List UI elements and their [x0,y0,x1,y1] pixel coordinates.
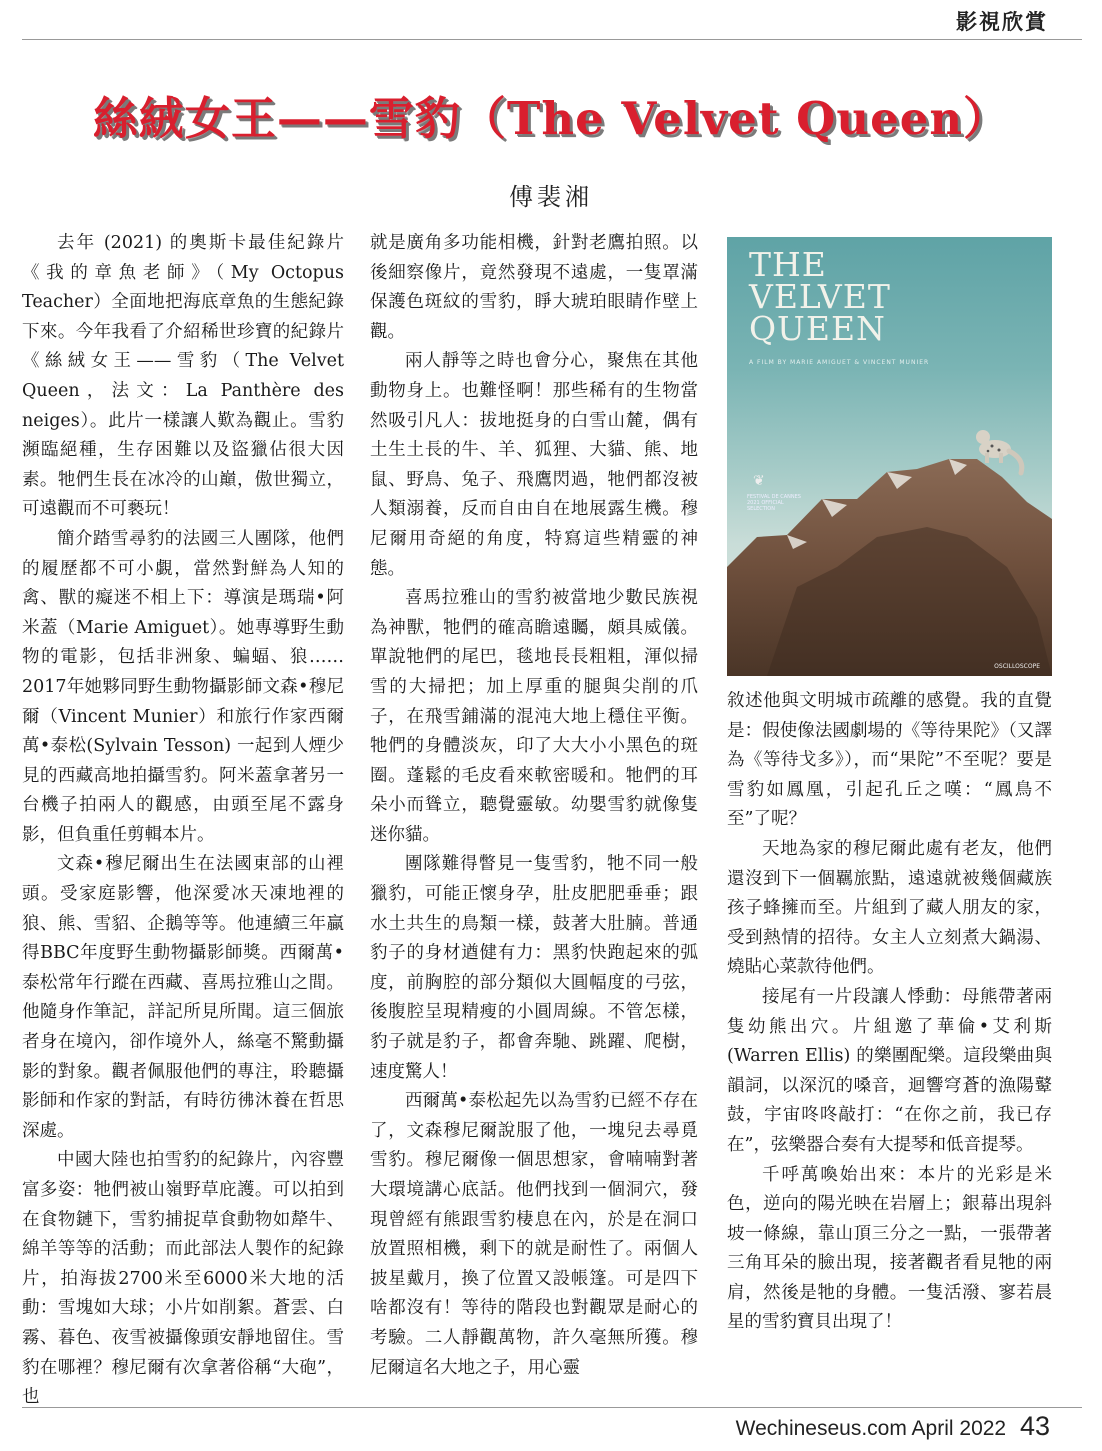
paragraph: 接尾有一片段讓人悸動：母熊帶著兩隻幼熊出穴。片組邀了華倫•艾利斯 (Warren Ellis) 的樂團配樂。這段樂曲與韻詞，以深沉的嗓音，迴響穹蒼的漁陽鼙鼓，宇宙咚咚敲打：“在你之前，我已存在”，弦樂器合奏有大提琴和低音提琴。 [727,986,1052,1155]
article-author: 傅裴湘 [509,183,593,211]
section-label: 影視欣賞 [956,9,1048,34]
palm-icon: ❦ [753,473,765,489]
poster-distributor: OSCILLOSCOPE [994,663,1040,670]
article-column-1 [22,229,344,1413]
paragraph: 喜馬拉雅山的雪豹被當地少數民族視為神獸，牠們的確高瞻遠矚，頗具威儀。單說牠們的尾巴，毯地長長粗粗，渾似掃雪的大掃把；加上厚重的腿與尖削的爪子，在飛雪鋪滿的混沌大地上穩住平衡。牠們的身體淡灰，印了大大小小黑色的斑圈。蓬鬆的毛皮看來軟密暖和。牠們的耳朵小而聳立，聽覺靈敏。幼嬰雪豹就像隻迷你貓。 [370,588,698,845]
paragraph: 就是廣角多功能相機，針對老鷹拍照。以後細察像片，竟然發現不遠處，一隻罩滿保護色斑紋的雪豹，睜大琥珀眼睛作壁上觀。 [370,233,698,342]
poster-title-line: VELVET [749,277,891,316]
paragraph: 去年 (2021) 的奧斯卡最佳紀錄片《我的章魚老師》（My Octopus Teacher）全面地把海底章魚的生態紀錄下來。今年我看了介紹稀世珍寶的紀錄片《絲絨女王——雪豹（The Velvet Queen，法文：La Panthère des neiges）。此片一樣讓人歎為觀止。雪豹瀕臨絕種，生存困難以及盜獵佔很大因素。牠們生長在冰冷的山巔，傲世獨立，可遠觀而不可褻玩！ [22,233,344,520]
movie-poster [727,237,1052,676]
page-number: 43 [1019,1411,1050,1441]
paragraph: 文森•穆尼爾出生在法國東部的山裡頭。受家庭影響，他深愛冰天凍地裡的狼、熊、雪貂、企鵝等等。他連續三年贏得BBC年度野生動物攝影師獎。西爾萬•泰松常年行蹤在西藏、喜馬拉雅山之間。他隨身作筆記，詳記所見所聞。這三個旅者身在境內，卻作境外人，絲毫不驚動攝影的對象。觀者佩服他們的專注，聆聽攝影師和作家的對話，有時彷彿沐養在哲思深處。 [22,854,344,1141]
paragraph: 中國大陸也拍雪豹的紀錄片，內容豐富多姿：牠們被山嶺野草庇護。可以拍到在食物鏈下，雪豹捕捉草食動物如犛牛、綿羊等等的活動；而此部法人製作的紀錄片，拍海拔2700米至6000米大地的活動：雪塊如大球；小片如削絮。蒼雲、白霧、暮色、夜雪被攝像頭安靜地留住。雪豹在哪裡？穆尼爾有次拿著俗稱“大砲”，也 [22,1150,344,1408]
article-title: 絲絨女王——雪豹（The Velvet Queen） [92,92,1010,145]
article-column-3 [727,687,1052,1338]
paragraph: 天地為家的穆尼爾此處有老友，他們還沒到下一個羈旅點，遠遠就被幾個藏族孩子蜂擁而至。片組到了藏人朋友的家，受到熱情的招待。女主人立刻煮大鍋湯、燒貼心菜款待他們。 [727,838,1052,978]
paragraph: 兩人靜等之時也會分心，聚焦在其他動物身上。也難怪啊！那些稀有的生物當然吸引凡人：拔地挺身的白雪山麓，偶有土生土長的牛、羊、狐狸、大貓、熊、地鼠、野鳥、兔子、飛鷹閃過，牠們都沒被人類溺養，反而自由自在地展露生機。穆尼爾用奇絕的角度，特寫這些精靈的神態。 [370,351,698,579]
poster-festival: FESTIVAL DE CANNES 2021 OFFICIAL SELECTION [747,494,801,512]
paragraph: 團隊難得瞥見一隻雪豹，牠不同一般獵豹，可能正懷身孕，肚皮肥肥垂垂；跟水土共生的鳥類一樣，鼓著大肚腩。普通豹子的身材遒健有力：黑豹快跑起來的弧度，前胸腔的部分類似大圓幅度的弓弦，後腹腔呈現精瘦的小圓周線。不管怎樣，豹子就是豹子，都會奔馳、跳躍、爬樹，速度驚人！ [370,854,698,1082]
poster-title-line: QUEEN [749,309,886,348]
poster-credit: A FILM BY MARIE AMIGUET & VINCENT MUNIER [749,359,930,366]
footer-site: Wechineseus.com [735,1417,907,1440]
bottom-divider [22,1407,1082,1408]
top-divider [22,39,1082,40]
poster-title-line: THE [749,245,827,284]
footer-issue: April 2022 [911,1417,1007,1440]
article-column-2 [370,229,698,1383]
paragraph: 簡介踏雪尋豹的法國三人團隊，他們的履歷都不可小覷，當然對鮮為人知的禽、獸的癡迷不相上下：導演是瑪瑞•阿米蓋（Marie Amiguet）。她專導野生動物的電影，包括非洲象、蝙蝠、狼……2017年她夥同野生動物攝影師文森•穆尼爾（Vincent Munier）和旅行作家西爾萬•泰松(Sylvain Tesson) 一起到人煙少見的西藏高地拍攝雪豹。阿米蓋拿著另一台機子拍兩人的觀感，由頭至尾不露身影，但負重任剪輯本片。 [22,528,344,845]
paragraph: 西爾萬•泰松起先以為雪豹已經不存在了，文森穆尼爾說服了他，一塊兒去尋覓雪豹。穆尼爾像一個思想家，會喃喃對著大環境講心底話。他們找到一個洞穴，發現曾經有熊跟雪豹棲息在內，於是在洞口放置照相機，剩下的就是耐性了。兩個人披星戴月，換了位置又設帳篷。可是四下啥都沒有！等待的階段也對觀眾是耐心的考驗。二人靜觀萬物，許久毫無所獲。穆尼爾這名大地之子，用心靈 [370,1091,698,1378]
paragraph: 敘述他與文明城市疏離的感覺。我的直覺是：假使像法國劇場的《等待果陀》（又譯為《等待戈多》），而“果陀”不至呢？要是雪豹如鳳凰，引起孔丘之嘆：“鳳鳥不至”了呢？ [727,691,1052,830]
paragraph: 千呼萬喚始出來：本片的光彩是米色，逆向的陽光映在岩層上；銀幕出現斜坡一條線，靠山頂三分之一點，一張帶著三角耳朵的臉出現，接著觀者看見牠的兩肩，然後是牠的身體。一隻活潑、寥若晨星的雪豹寶貝出現了！ [727,1164,1052,1333]
footer [736,1411,1050,1442]
poster-title [749,245,891,348]
